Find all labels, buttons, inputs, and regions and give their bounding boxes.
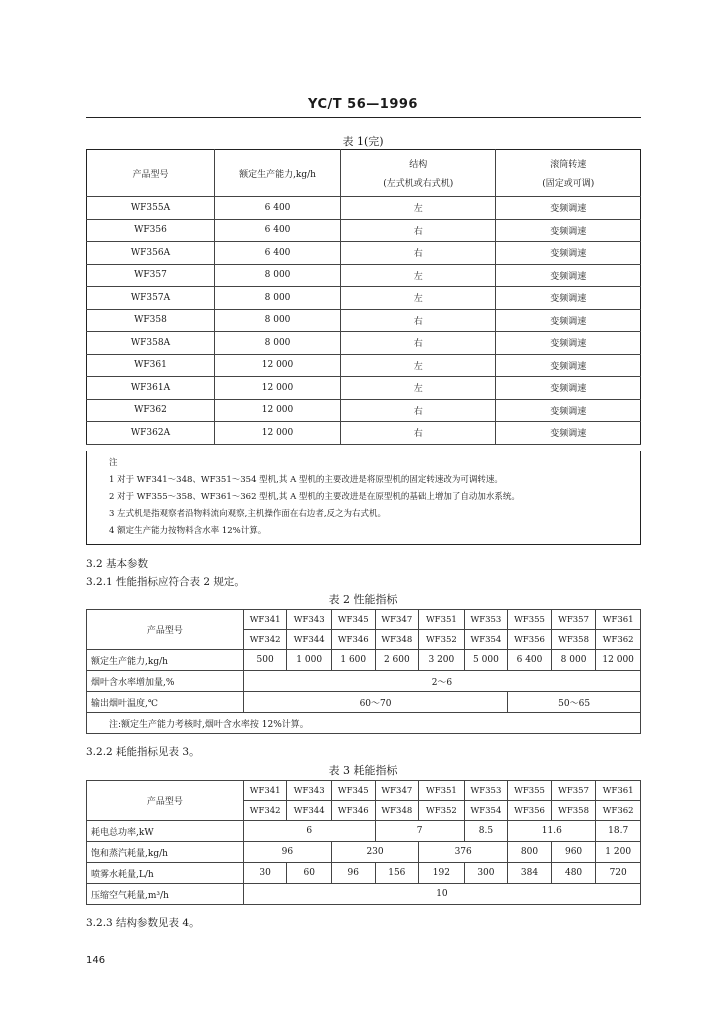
table2-cell: 8 000 bbox=[551, 650, 596, 671]
table3-caption: 表 3 耗能指标 bbox=[328, 764, 398, 777]
table1-note: 1 对于 WF341～348、WF351～354 型机,其 A 型机的主要改进是将原型机的固定转速改为可调转速。 bbox=[109, 475, 503, 485]
table1-header-capacity: 额定生产能力,kg/h bbox=[215, 150, 341, 197]
table1-cell: 变频调速 bbox=[496, 287, 641, 310]
table2-model-top: WF361 bbox=[596, 610, 641, 630]
table1-cell: 12 000 bbox=[215, 354, 341, 377]
table1-cell: 8 000 bbox=[215, 332, 341, 355]
table3-model-top: WF353 bbox=[464, 781, 508, 801]
table2-model-top: WF353 bbox=[464, 610, 508, 630]
table2-moisture-label: 烟叶含水率增加量,% bbox=[87, 671, 244, 692]
table3-model-top: WF347 bbox=[375, 781, 419, 801]
table3-model-bottom: WF352 bbox=[419, 801, 465, 821]
table1-cell: 12 000 bbox=[215, 377, 341, 400]
table1-cell: 变频调速 bbox=[496, 309, 641, 332]
table2-model-top: WF347 bbox=[375, 610, 419, 630]
table1-note: 3 左式机是指观察者沿物料流向观察,主机操作面在右边者,反之为右式机。 bbox=[109, 509, 387, 519]
table1-cell: WF357 bbox=[87, 264, 215, 287]
section-3-2-2-text: 3.2.2 耗能指标见表 3。 bbox=[86, 746, 200, 758]
table3 bbox=[86, 780, 641, 905]
table2-model-top: WF341 bbox=[243, 610, 287, 630]
table1-cell: 右 bbox=[341, 219, 496, 242]
table2-cell: 5 000 bbox=[464, 650, 508, 671]
table-row bbox=[87, 377, 641, 400]
table3-cell: 30 bbox=[243, 863, 287, 884]
table-row bbox=[87, 692, 641, 713]
table2-cell: 500 bbox=[243, 650, 287, 671]
table2-temp-label: 输出烟叶温度,℃ bbox=[87, 692, 244, 713]
table-row bbox=[87, 422, 641, 445]
table1-cell: WF355A bbox=[87, 197, 215, 220]
table3-power-label: 耗电总功率,kW bbox=[87, 821, 244, 842]
table1-cell: 6 400 bbox=[215, 219, 341, 242]
table-row bbox=[87, 197, 641, 220]
table2-capacity-label: 额定生产能力,kg/h bbox=[87, 650, 244, 671]
table1-cell: 左 bbox=[341, 264, 496, 287]
table2-cell: 2 600 bbox=[375, 650, 419, 671]
table2-cell: 1 600 bbox=[331, 650, 375, 671]
table1-cell: 12 000 bbox=[215, 399, 341, 422]
table3-cell: 192 bbox=[419, 863, 465, 884]
table2-model-top: WF357 bbox=[551, 610, 596, 630]
table-row bbox=[87, 671, 641, 692]
table1-note: 2 对于 WF355～358、WF361～362 型机,其 A 型机的主要改进是在原型机的基础上增加了自动加水系统。 bbox=[109, 492, 520, 502]
table-row bbox=[87, 842, 641, 863]
table-row bbox=[87, 821, 641, 842]
table3-cell: 10 bbox=[243, 884, 640, 905]
table1-notes bbox=[86, 451, 641, 545]
table3-cell: 300 bbox=[464, 863, 508, 884]
table2-cell: 3 200 bbox=[419, 650, 465, 671]
table1-cell: 变频调速 bbox=[496, 377, 641, 400]
table3-cell: 480 bbox=[551, 863, 596, 884]
table1-cell: 12 000 bbox=[215, 422, 341, 445]
table3-cell: 7 bbox=[375, 821, 464, 842]
table2-model-bottom: WF344 bbox=[287, 630, 332, 650]
table1-cell: 右 bbox=[341, 422, 496, 445]
table1-note: 4 额定生产能力按物料含水率 12%计算。 bbox=[109, 526, 267, 536]
table1-cell: 左 bbox=[341, 354, 496, 377]
table3-model-bottom: WF344 bbox=[287, 801, 332, 821]
table1-header-drum-line1: 滚筒转速 bbox=[550, 160, 587, 170]
table2-model-top: WF345 bbox=[331, 610, 375, 630]
table3-steam-label: 饱和蒸汽耗量,kg/h bbox=[87, 842, 244, 863]
table2-model-bottom: WF354 bbox=[464, 630, 508, 650]
table1-cell: 右 bbox=[341, 399, 496, 422]
table3-cell: 800 bbox=[508, 842, 552, 863]
table1-cell: 右 bbox=[341, 332, 496, 355]
section-3-2-1-text: 3.2.1 性能指标应符合表 2 规定。 bbox=[86, 576, 245, 588]
table3-cell: 1 200 bbox=[596, 842, 641, 863]
table2-model-bottom: WF356 bbox=[508, 630, 552, 650]
table1-cell: 变频调速 bbox=[496, 399, 641, 422]
table3-cell: 18.7 bbox=[596, 821, 641, 842]
table1-header-model: 产品型号 bbox=[87, 150, 215, 197]
table3-model-top: WF357 bbox=[551, 781, 596, 801]
table1-cell: WF357A bbox=[87, 287, 215, 310]
table1-header-drum-line2: (固定或可调) bbox=[542, 179, 595, 189]
table1-cell: 6 400 bbox=[215, 197, 341, 220]
table-row bbox=[87, 863, 641, 884]
table1-cell: 8 000 bbox=[215, 309, 341, 332]
table3-model-top: WF345 bbox=[331, 781, 375, 801]
table1-cell: 变频调速 bbox=[496, 264, 641, 287]
table2-cell: 1 000 bbox=[287, 650, 332, 671]
table1-cell: WF358 bbox=[87, 309, 215, 332]
table1-cell: 8 000 bbox=[215, 264, 341, 287]
table2-model-bottom: WF358 bbox=[551, 630, 596, 650]
table3-model-bottom: WF354 bbox=[464, 801, 508, 821]
table2-caption: 表 2 性能指标 bbox=[328, 593, 398, 606]
header-divider bbox=[86, 117, 641, 118]
table1-caption: 表 1(完) bbox=[342, 135, 384, 148]
table1-header-drum bbox=[496, 150, 641, 197]
table3-cell: 156 bbox=[375, 863, 419, 884]
table1-cell: WF362 bbox=[87, 399, 215, 422]
table3-cell: 6 bbox=[243, 821, 375, 842]
table2-cell: 60～70 bbox=[243, 692, 507, 713]
table2-cell: 50～65 bbox=[508, 692, 641, 713]
table-row bbox=[87, 332, 641, 355]
table3-cell: 960 bbox=[551, 842, 596, 863]
table3-model-bottom: WF358 bbox=[551, 801, 596, 821]
table2-header-model: 产品型号 bbox=[87, 610, 244, 650]
table2-model-bottom: WF352 bbox=[419, 630, 465, 650]
table3-cell: 96 bbox=[243, 842, 331, 863]
table3-model-top: WF355 bbox=[508, 781, 552, 801]
table1-cell: 变频调速 bbox=[496, 219, 641, 242]
table2-model-bottom: WF342 bbox=[243, 630, 287, 650]
table2-model-top: WF355 bbox=[508, 610, 552, 630]
table2-model-top: WF351 bbox=[419, 610, 465, 630]
table1-cell: 右 bbox=[341, 309, 496, 332]
table2-model-top: WF343 bbox=[287, 610, 332, 630]
table1-cell: WF358A bbox=[87, 332, 215, 355]
table1-cell: WF356 bbox=[87, 219, 215, 242]
table3-model-bottom: WF342 bbox=[243, 801, 287, 821]
table2 bbox=[86, 609, 641, 734]
table1-note-heading: 注 bbox=[109, 458, 118, 468]
table3-model-bottom: WF346 bbox=[331, 801, 375, 821]
table2-model-bottom: WF348 bbox=[375, 630, 419, 650]
table1-cell: 变频调速 bbox=[496, 422, 641, 445]
table-row bbox=[87, 219, 641, 242]
table3-model-top: WF351 bbox=[419, 781, 465, 801]
table3-model-top: WF343 bbox=[287, 781, 332, 801]
table3-model-bottom: WF356 bbox=[508, 801, 552, 821]
table-row bbox=[87, 354, 641, 377]
table-row bbox=[87, 242, 641, 265]
table1-cell: 右 bbox=[341, 242, 496, 265]
table3-cell: 60 bbox=[287, 863, 332, 884]
page-number: 146 bbox=[86, 955, 106, 966]
table1-cell: 变频调速 bbox=[496, 242, 641, 265]
table-row bbox=[87, 309, 641, 332]
table2-cell: 6 400 bbox=[508, 650, 552, 671]
table1-cell: WF361A bbox=[87, 377, 215, 400]
table3-air-label: 压缩空气耗量,m³/h bbox=[87, 884, 244, 905]
table3-cell: 384 bbox=[508, 863, 552, 884]
table3-cell: 96 bbox=[331, 863, 375, 884]
table1-cell: 左 bbox=[341, 287, 496, 310]
table3-model-bottom: WF348 bbox=[375, 801, 419, 821]
table3-cell: 8.5 bbox=[464, 821, 508, 842]
table3-cell: 720 bbox=[596, 863, 641, 884]
table3-water-label: 喷雾水耗量,L/h bbox=[87, 863, 244, 884]
table-row bbox=[87, 264, 641, 287]
table1-cell: 变频调速 bbox=[496, 197, 641, 220]
table-row bbox=[87, 650, 641, 671]
section-3-2-3-text: 3.2.3 结构参数见表 4。 bbox=[86, 917, 200, 929]
table1-header-structure-line1: 结构 bbox=[409, 160, 428, 170]
table1-cell: 左 bbox=[341, 197, 496, 220]
table1-header-structure bbox=[341, 150, 496, 197]
table1-cell: 6 400 bbox=[215, 242, 341, 265]
table2-model-bottom: WF346 bbox=[331, 630, 375, 650]
table3-cell: 11.6 bbox=[508, 821, 596, 842]
table3-model-bottom: WF362 bbox=[596, 801, 641, 821]
table1-cell: 变频调速 bbox=[496, 332, 641, 355]
table-row bbox=[87, 713, 641, 734]
table1-cell: WF362A bbox=[87, 422, 215, 445]
table3-model-top: WF361 bbox=[596, 781, 641, 801]
table3-cell: 376 bbox=[419, 842, 508, 863]
table1-header-row bbox=[87, 150, 641, 197]
table2-note: 注:额定生产能力考核时,烟叶含水率按 12%计算。 bbox=[87, 713, 641, 734]
table-row bbox=[87, 399, 641, 422]
table1-cell: WF356A bbox=[87, 242, 215, 265]
table2-cell: 12 000 bbox=[596, 650, 641, 671]
table1 bbox=[86, 149, 641, 445]
table1-cell: WF361 bbox=[87, 354, 215, 377]
table1-header-structure-line2: (左式机或右式机) bbox=[383, 179, 454, 189]
section-3-2-heading: 3.2 基本参数 bbox=[86, 558, 149, 570]
table1-cell: 左 bbox=[341, 377, 496, 400]
table-row bbox=[87, 884, 641, 905]
table3-cell: 230 bbox=[331, 842, 418, 863]
table2-cell: 2～6 bbox=[243, 671, 640, 692]
table1-cell: 变频调速 bbox=[496, 354, 641, 377]
table2-model-bottom: WF362 bbox=[596, 630, 641, 650]
table1-cell: 8 000 bbox=[215, 287, 341, 310]
table-row bbox=[87, 287, 641, 310]
table3-header-model: 产品型号 bbox=[87, 781, 244, 821]
table3-model-top: WF341 bbox=[243, 781, 287, 801]
document-header: YC/T 56—1996 bbox=[308, 97, 418, 112]
